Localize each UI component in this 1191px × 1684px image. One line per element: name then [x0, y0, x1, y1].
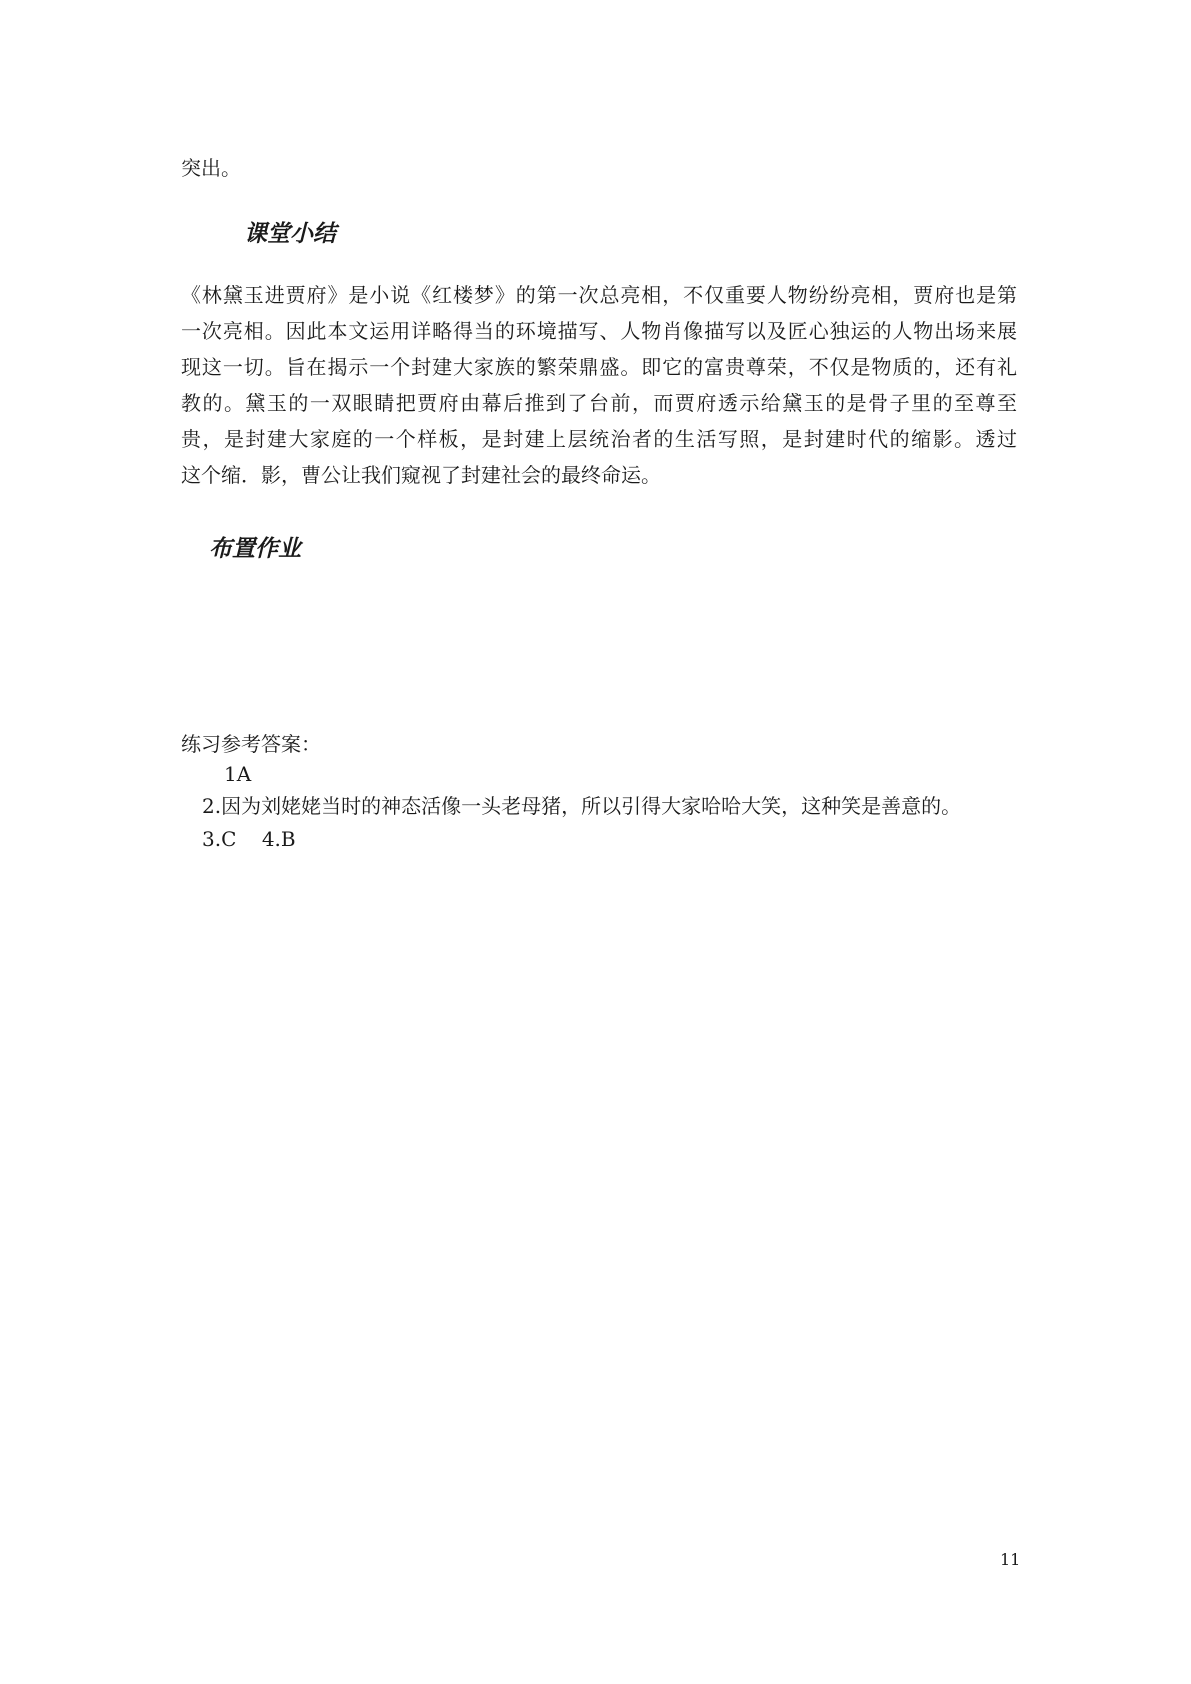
- page-number: 11: [1000, 1550, 1021, 1569]
- answer-item: 3.C 4.B: [202, 827, 296, 851]
- continued-text-fragment: 突出。: [181, 156, 241, 180]
- homework-heading: 布置作业: [209, 536, 301, 562]
- answers-title: 练习参考答案：: [181, 732, 321, 756]
- summary-line: 一次亮相。因此本文运用详略得当的环境描写、人物肖像描写以及匠心独运的人物出场来展: [181, 319, 1017, 343]
- summary-heading: 课堂小结: [244, 221, 336, 247]
- summary-line: 这个缩．影，曹公让我们窥视了封建社会的最终命运。: [181, 463, 661, 487]
- summary-line: 《林黛玉进贾府》是小说《红楼梦》的第一次总亮相，不仅重要人物纷纷亮相，贾府也是第: [181, 283, 1017, 307]
- answer-item: 2.因为刘姥姥当时的神态活像一头老母猪，所以引得大家哈哈大笑，这种笑是善意的。: [202, 794, 962, 818]
- summary-line: 现这一切。旨在揭示一个封建大家族的繁荣鼎盛。即它的富贵尊荣，不仅是物质的，还有礼: [181, 355, 1017, 379]
- answer-item: 1A: [224, 762, 252, 786]
- summary-line: 贵，是封建大家庭的一个样板，是封建上层统治者的生活写照，是封建时代的缩影。透过: [181, 427, 1017, 451]
- summary-line: 教的。黛玉的一双眼睛把贾府由幕后推到了台前，而贾府透示给黛玉的是骨子里的至尊至: [181, 391, 1017, 415]
